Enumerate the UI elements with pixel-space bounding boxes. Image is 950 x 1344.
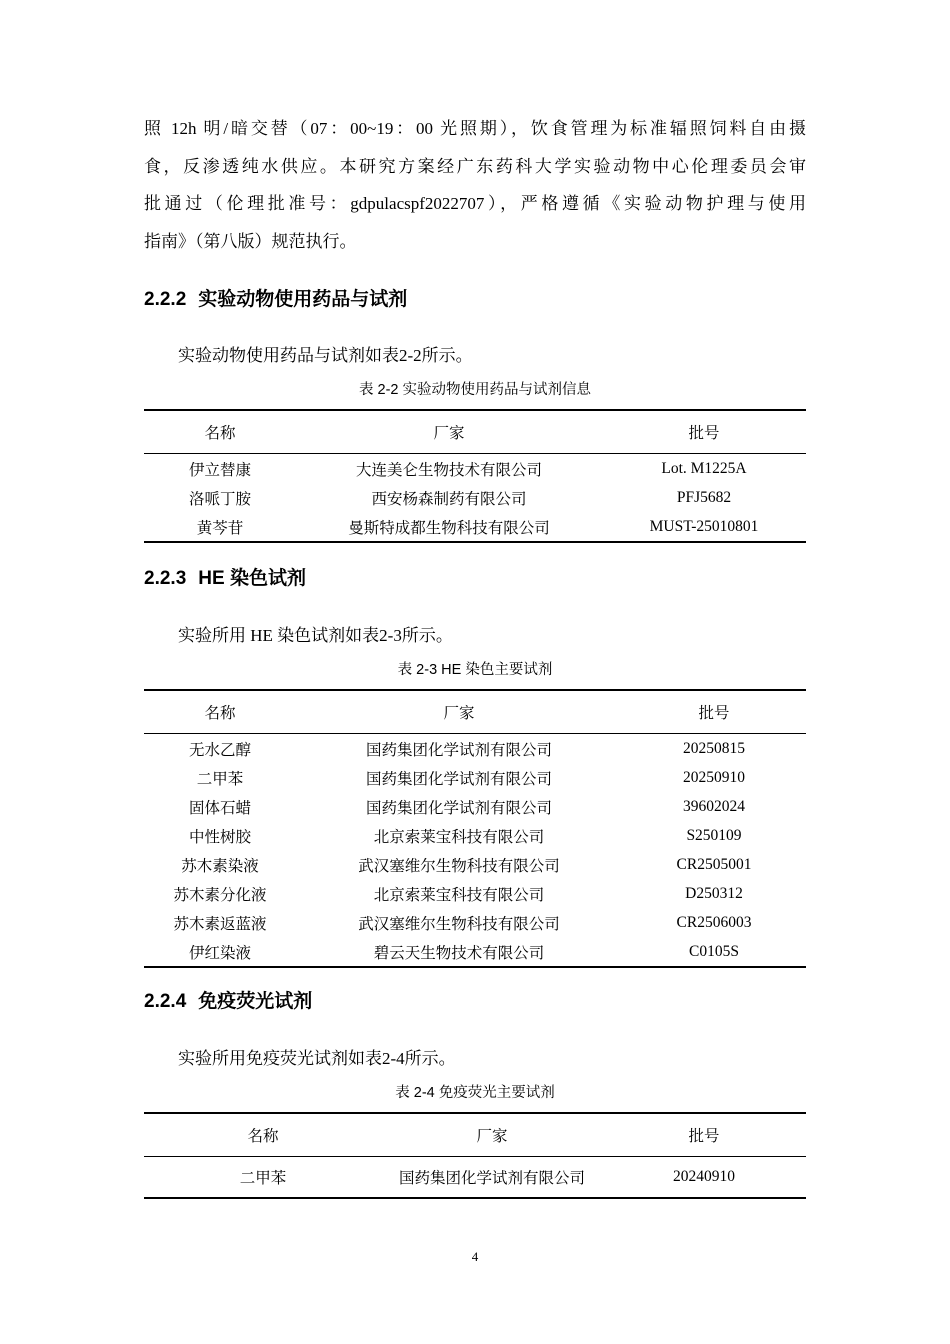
table-row xyxy=(144,879,806,908)
table-cell: D250312 xyxy=(685,884,743,902)
table-row xyxy=(144,734,806,764)
section-intro: 实验所用免疫荧光试剂如表2-4所示。 xyxy=(178,1049,456,1068)
table-cell: 曼斯特成都生物科技有限公司 xyxy=(296,512,602,542)
column-header: 名称 xyxy=(144,690,296,734)
table-cell: 国药集团化学试剂有限公司 xyxy=(365,770,552,788)
table-cell: S250109 xyxy=(686,826,742,844)
table-cell: 伊立替康 xyxy=(188,461,251,479)
table-cell: 国药集团化学试剂有限公司 xyxy=(365,799,552,817)
table-cell: 20250815 xyxy=(683,739,745,757)
paragraph-line: 指南》（第八版）规范执行。 xyxy=(144,231,357,251)
column-header: 批号 xyxy=(602,1113,806,1157)
table-cell: 苏木素分化液 xyxy=(173,886,267,904)
table-cell: 20250910 xyxy=(683,768,745,786)
table-cell: 苏木素返蓝液 xyxy=(173,915,267,933)
table-2-3 xyxy=(144,689,806,968)
table-row xyxy=(144,483,806,512)
table-cell: C0105S xyxy=(622,937,806,967)
page-number: 4 xyxy=(471,1249,479,1264)
paragraph-line: 食，反渗透纯水供应。本研究方案经广东药科大学实验动物中心伦理委员会审 xyxy=(144,156,806,176)
section-number: 2.2.4 xyxy=(144,991,187,1012)
table-row xyxy=(144,937,806,967)
section-heading-2-2-2 xyxy=(144,284,407,311)
table-cell: MUST-25010801 xyxy=(602,512,806,542)
column-header: 批号 xyxy=(622,690,806,734)
table-cell: 黄芩苷 xyxy=(144,512,296,542)
table-cell: Lot. M1225A xyxy=(661,459,747,477)
table-cell: PFJ5682 xyxy=(676,488,732,506)
table-row xyxy=(144,821,806,850)
table-cell: 39602024 xyxy=(683,797,745,815)
table-cell: 20240910 xyxy=(602,1157,806,1199)
column-header: 名称 xyxy=(144,410,296,454)
table-header-row xyxy=(144,410,806,454)
table-row xyxy=(144,1157,806,1199)
table-cell: 国药集团化学试剂有限公司 xyxy=(382,1157,602,1199)
section-heading-2-2-4 xyxy=(144,986,312,1013)
table-caption: 表 2-2 实验动物使用药品与试剂信息 xyxy=(358,382,591,398)
section-heading-2-2-3 xyxy=(144,563,306,590)
table-2-4 xyxy=(144,1112,806,1199)
table-cell: 洛哌丁胺 xyxy=(188,490,251,508)
table-cell: 伊红染液 xyxy=(144,937,296,967)
table-cell: 中性树胶 xyxy=(188,828,251,846)
section-title: 免疫荧光试剂 xyxy=(198,991,313,1012)
table-2-2 xyxy=(144,409,806,543)
table-cell: CR2505001 xyxy=(676,855,752,873)
table-cell: 大连美仑生物技术有限公司 xyxy=(355,461,542,479)
column-header: 厂家 xyxy=(296,410,602,454)
table-cell: 苏木素染液 xyxy=(181,857,259,875)
table-cell: 国药集团化学试剂有限公司 xyxy=(365,741,552,759)
table-cell: 二甲苯 xyxy=(144,1157,382,1199)
column-header: 厂家 xyxy=(382,1113,602,1157)
table-cell: 武汉塞维尔生物科技有限公司 xyxy=(358,915,560,933)
table-caption: 表 2-3 HE 染色主要试剂 xyxy=(397,662,553,678)
table-cell: 固体石蜡 xyxy=(188,799,251,817)
section-title: HE 染色试剂 xyxy=(198,568,306,589)
table-cell: 武汉塞维尔生物科技有限公司 xyxy=(358,857,560,875)
table-cell: 北京索莱宝科技有限公司 xyxy=(373,828,545,846)
table-header-row xyxy=(144,690,806,734)
section-number: 2.2.3 xyxy=(144,568,187,589)
intro-paragraph xyxy=(144,110,806,260)
section-number: 2.2.2 xyxy=(144,289,187,310)
table-caption: 表 2-4 免疫荧光主要试剂 xyxy=(395,1085,555,1101)
table-row xyxy=(144,763,806,792)
table-cell: 二甲苯 xyxy=(196,770,244,788)
table-cell: 无水乙醇 xyxy=(188,741,251,759)
table-header-row xyxy=(144,1113,806,1157)
table-cell: 北京索莱宝科技有限公司 xyxy=(373,886,545,904)
table-row xyxy=(144,850,806,879)
paragraph-line: 批通过（伦理批准号：gdpulacspf2022707），严格遵循《实验动物护理与使用 xyxy=(144,194,806,213)
table-cell: 碧云天生物技术有限公司 xyxy=(296,937,622,967)
table-row xyxy=(144,454,806,484)
column-header: 厂家 xyxy=(296,690,622,734)
section-intro: 实验动物使用药品与试剂如表2-2所示。 xyxy=(178,346,473,365)
table-cell: 西安杨森制药有限公司 xyxy=(371,490,527,508)
section-intro: 实验所用 HE 染色试剂如表2-3所示。 xyxy=(178,626,453,645)
table-row xyxy=(144,792,806,821)
table-row xyxy=(144,908,806,937)
column-header: 名称 xyxy=(144,1113,382,1157)
section-title: 实验动物使用药品与试剂 xyxy=(198,289,408,310)
table-cell: CR2506003 xyxy=(676,913,752,931)
table-row xyxy=(144,512,806,542)
column-header: 批号 xyxy=(602,410,806,454)
paragraph-line: 照 12h 明/暗交替（07：00~19：00 光照期），饮食管理为标准辐照饲料自由摄 xyxy=(144,119,806,138)
